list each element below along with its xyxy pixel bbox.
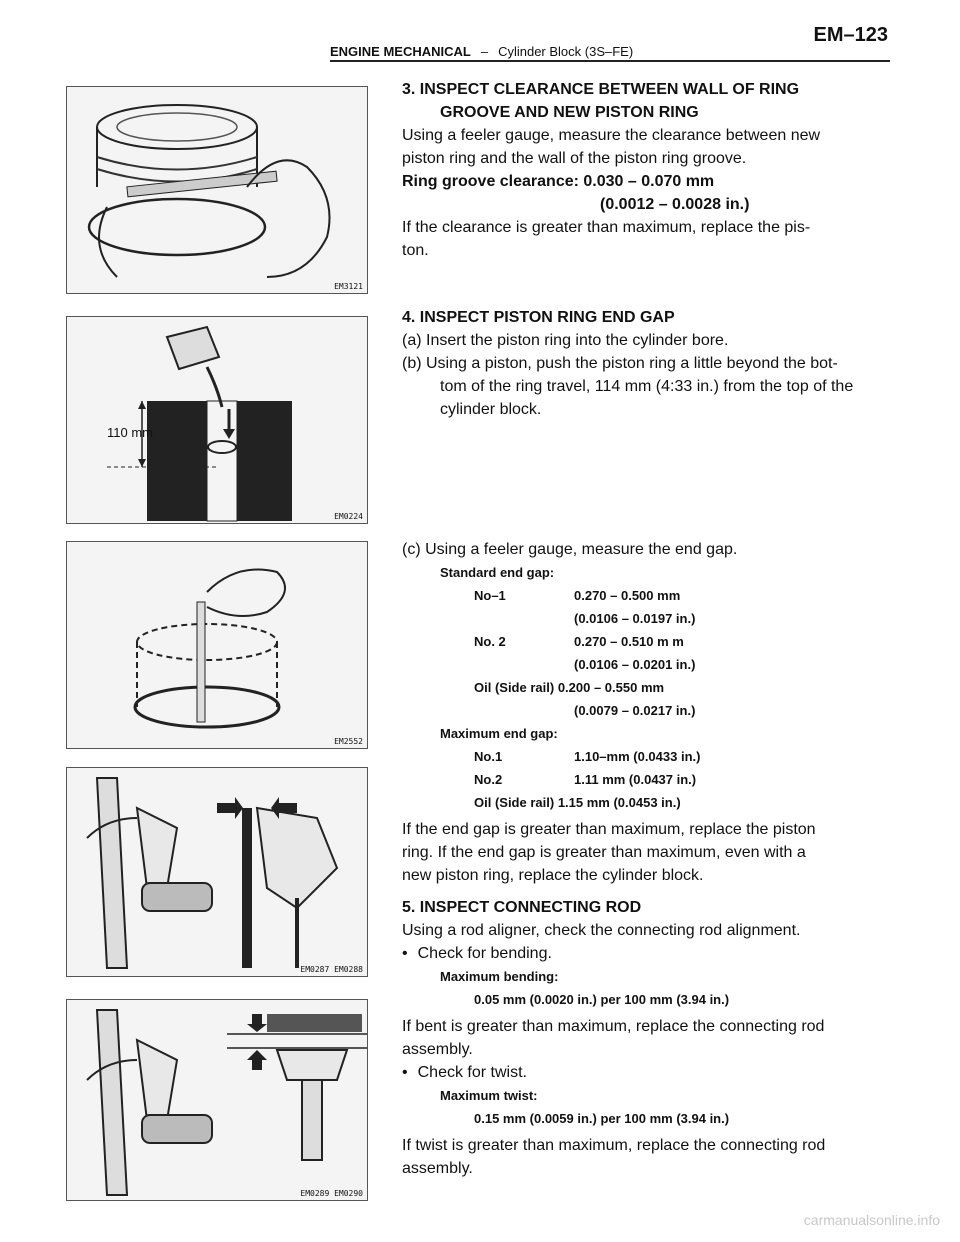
dimension-label: 110 mm xyxy=(107,425,153,440)
spec-row xyxy=(402,630,872,653)
running-header xyxy=(330,44,633,59)
step-4c: (c) Using a feeler gauge, measure the end gap. xyxy=(402,541,738,558)
header-subsection: Cylinder Block (3S–FE) xyxy=(498,44,634,59)
piston-feeler-gauge-illustration xyxy=(67,87,367,293)
step-4b-cont: tom of the ring travel, 114 mm (4:33 in.) from the top of the xyxy=(440,378,854,395)
spec-value: 1.10–mm (0.0433 in.) xyxy=(574,749,701,764)
twist-note-cont: assembly. xyxy=(402,1160,473,1177)
figure-code: EM0287 EM0288 xyxy=(300,965,363,974)
twist-label: Maximum twist: xyxy=(440,1088,538,1103)
spec-row xyxy=(402,791,872,814)
step-3-note: If the clearance is greater than maximum, replace the pis- xyxy=(402,219,811,236)
spec-value: 1.15 mm (0.0453 in.) xyxy=(557,795,681,810)
spec-value: 0.200 – 0.550 mm xyxy=(557,680,665,695)
spec-value-in: (0.0106 – 0.0197 in.) xyxy=(574,611,696,626)
step-4b: (b) Using a piston, push the piston ring a little beyond the bot- xyxy=(402,355,838,372)
figure-code: EM2552 xyxy=(334,737,363,746)
spec-value-in: (0.0079 – 0.0217 in.) xyxy=(574,703,696,718)
step-4-note-cont2: new piston ring, replace the cylinder block. xyxy=(402,867,704,884)
standard-end-gap-label: Standard end gap: xyxy=(440,565,555,580)
spec-row xyxy=(402,584,872,607)
step-4c-block xyxy=(402,538,872,887)
spec-value: 1.11 mm (0.0437 in.) xyxy=(574,772,697,787)
step-4a: (a) Insert the piston ring into the cylinder bore. xyxy=(402,332,729,349)
step-5-block xyxy=(402,896,872,1180)
step-4-note-cont: ring. If the end gap is greater than maximum, even with a xyxy=(402,844,806,861)
figure-rod-twist xyxy=(66,999,368,1201)
figure-code: EM3121 xyxy=(334,282,363,291)
twist-note: If twist is greater than maximum, replace the connecting rod xyxy=(402,1137,826,1154)
header-separator: – xyxy=(480,44,489,59)
step-3-body-cont: piston ring and the wall of the piston ring groove. xyxy=(402,150,747,167)
header-rule xyxy=(330,60,890,62)
ring-groove-clearance-spec: Ring groove clearance: 0.030 – 0.070 mm xyxy=(402,173,715,190)
step-3-note-cont: ton. xyxy=(402,242,429,259)
spec-row xyxy=(402,768,872,791)
bending-spec xyxy=(402,965,872,1011)
spec-value: 0.270 – 0.510 m m xyxy=(574,634,684,649)
bending-value: 0.05 mm (0.0020 in.) per 100 mm (3.94 in.) xyxy=(474,992,730,1007)
spec-row xyxy=(402,745,872,768)
spec-value-in: (0.0106 – 0.0201 in.) xyxy=(574,657,696,672)
twist-value: 0.15 mm (0.0059 in.) per 100 mm (3.94 in.) xyxy=(474,1111,730,1126)
rod-aligner-twist-illustration xyxy=(67,1000,367,1200)
spec-key: No. 2 xyxy=(474,634,506,649)
figure-code: EM0224 xyxy=(334,512,363,521)
step-4-title: 4. INSPECT PISTON RING END GAP xyxy=(402,309,675,326)
figure-end-gap-measurement xyxy=(66,541,368,749)
step-5-title: 5. INSPECT CONNECTING ROD xyxy=(402,899,642,916)
step-3-title-cont: GROOVE AND NEW PISTON RING xyxy=(440,104,699,121)
figure-ring-end-gap-position xyxy=(66,316,368,524)
bending-label: Maximum bending: xyxy=(440,969,559,984)
figure-code: EM0289 EM0290 xyxy=(300,1189,363,1198)
cylinder-bore-illustration xyxy=(67,317,367,523)
spec-key: No–1 xyxy=(474,588,506,603)
step-3-body: Using a feeler gauge, measure the clearance between new xyxy=(402,127,821,144)
bending-note: If bent is greater than maximum, replace the connecting rod xyxy=(402,1018,825,1035)
header-section: ENGINE MECHANICAL xyxy=(330,44,471,59)
rod-aligner-bending-illustration xyxy=(67,768,367,976)
twist-bullet: • Check for twist. xyxy=(402,1061,872,1084)
step-5-intro: Using a rod aligner, check the connecting rod alignment. xyxy=(402,922,801,939)
spec-row xyxy=(402,676,872,699)
spec-key: Oil (Side rail) xyxy=(474,680,555,695)
maximum-end-gap-label: Maximum end gap: xyxy=(440,726,558,741)
step-4-note: If the end gap is greater than maximum, replace the piston xyxy=(402,821,816,838)
twist-spec xyxy=(402,1084,872,1130)
figure-ring-groove-clearance xyxy=(66,86,368,294)
ring-groove-clearance-spec-in: (0.0012 – 0.0028 in.) xyxy=(600,196,750,213)
spec-value: 0.270 – 0.500 mm xyxy=(574,588,681,603)
spec-key: Oil (Side rail) xyxy=(474,795,555,810)
bending-note-cont: assembly. xyxy=(402,1041,473,1058)
watermark: carmanualsonline.info xyxy=(803,1212,940,1228)
spec-key: No.2 xyxy=(474,772,503,787)
bending-bullet: • Check for bending. xyxy=(402,942,872,965)
spec-key: No.1 xyxy=(474,749,503,764)
figure-rod-bending xyxy=(66,767,368,977)
end-gap-specs xyxy=(402,561,872,814)
step-4b-cont2: cylinder block. xyxy=(440,401,542,418)
step-3-title: 3. INSPECT CLEARANCE BETWEEN WALL OF RING xyxy=(402,81,800,98)
step-4-block xyxy=(402,306,872,421)
feeler-gauge-end-gap-illustration xyxy=(67,542,367,748)
page-number: EM–123 xyxy=(813,24,888,46)
step-3-block xyxy=(402,78,872,262)
